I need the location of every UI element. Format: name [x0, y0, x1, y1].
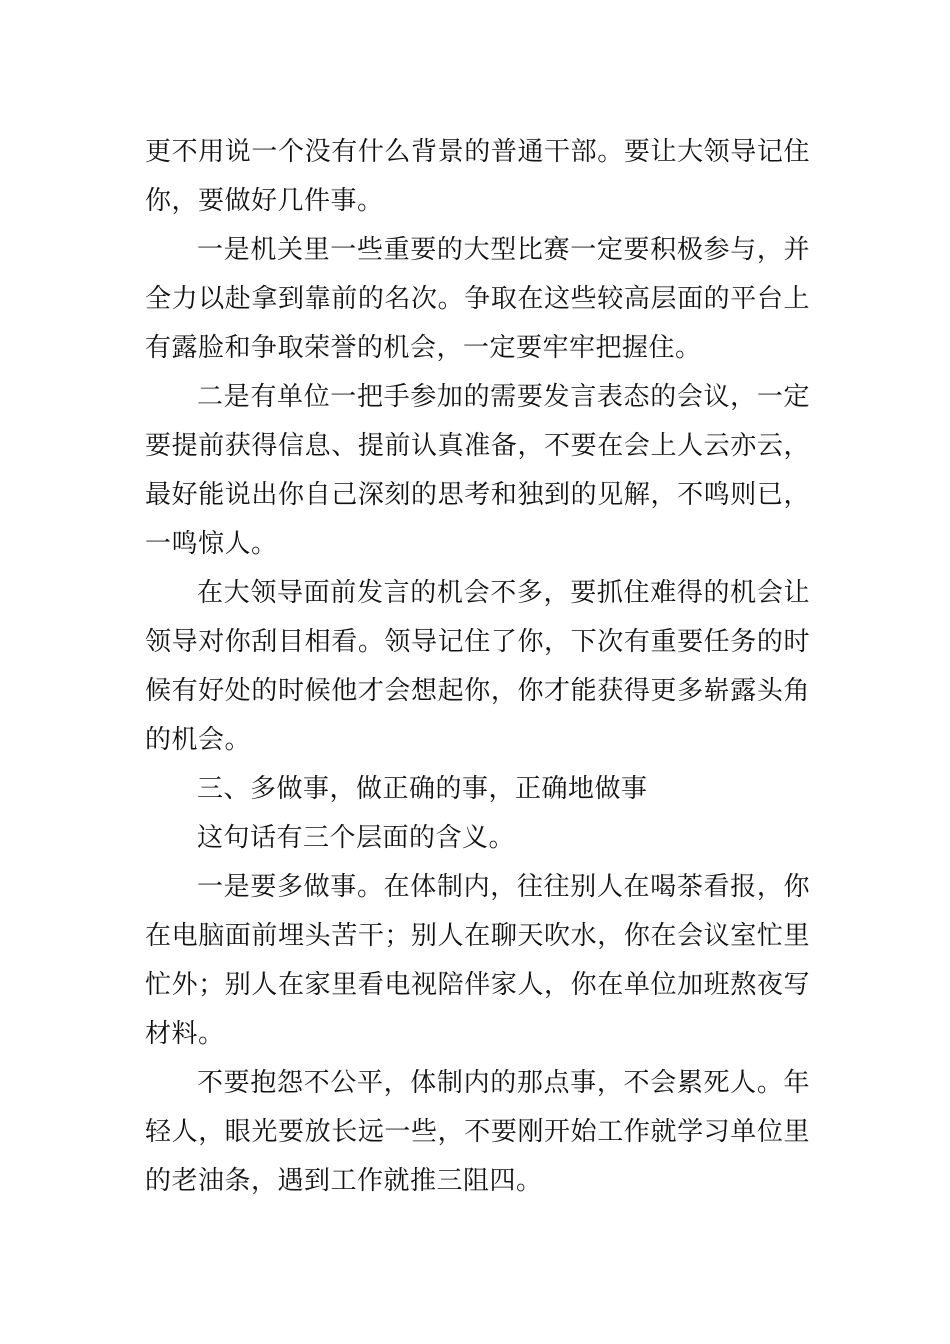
paragraph-do-more-work: 一是要多做事。在体制内，往往别人在喝茶看报，你在电脑面前埋头苦干；别人在聊天吹水，你在会议室忙里忙外；别人在家里看电视陪伴家人，你在单位加班熬夜写材料。: [145, 872, 810, 1049]
paragraph-dont-complain: 不要抱怨不公平，体制内的那点事，不会累死人。年轻人，眼光要放长远一些，不要刚开始工作就学习单位里的老油条，遇到工作就推三阻四。: [145, 1068, 810, 1196]
paragraph-meetings: 二是有单位一把手参加的需要发言表态的会议，一定要提前获得信息、提前认真准备，不要在会上人云亦云，最好能说出你自己深刻的思考和独到的见解，不鸣则已，一鸣惊人。: [145, 382, 810, 559]
document-body: [145, 128, 810, 1206]
paragraph-continuation: 更不用说一个没有什么背景的普通干部。要让大领导记住你，要做好几件事。: [145, 137, 810, 216]
section-heading-three: 三、多做事，做正确的事，正确地做事: [197, 774, 648, 804]
paragraph-three-meanings: 这句话有三个层面的含义。: [197, 823, 516, 853]
paragraph-competitions: 一是机关里一些重要的大型比赛一定要积极参与，并全力以赴拿到靠前的名次。争取在这些较高层面的平台上有露脸和争取荣誉的机会，一定要牢牢把握住。: [145, 235, 810, 363]
paragraph-speaking-opportunity: 在大领导面前发言的机会不多，要抓住难得的机会让领导对你刮目相看。领导记住了你，下次有重要任务的时候有好处的时候他才会想起你，你才能获得更多崭露头角的机会。: [145, 578, 810, 755]
